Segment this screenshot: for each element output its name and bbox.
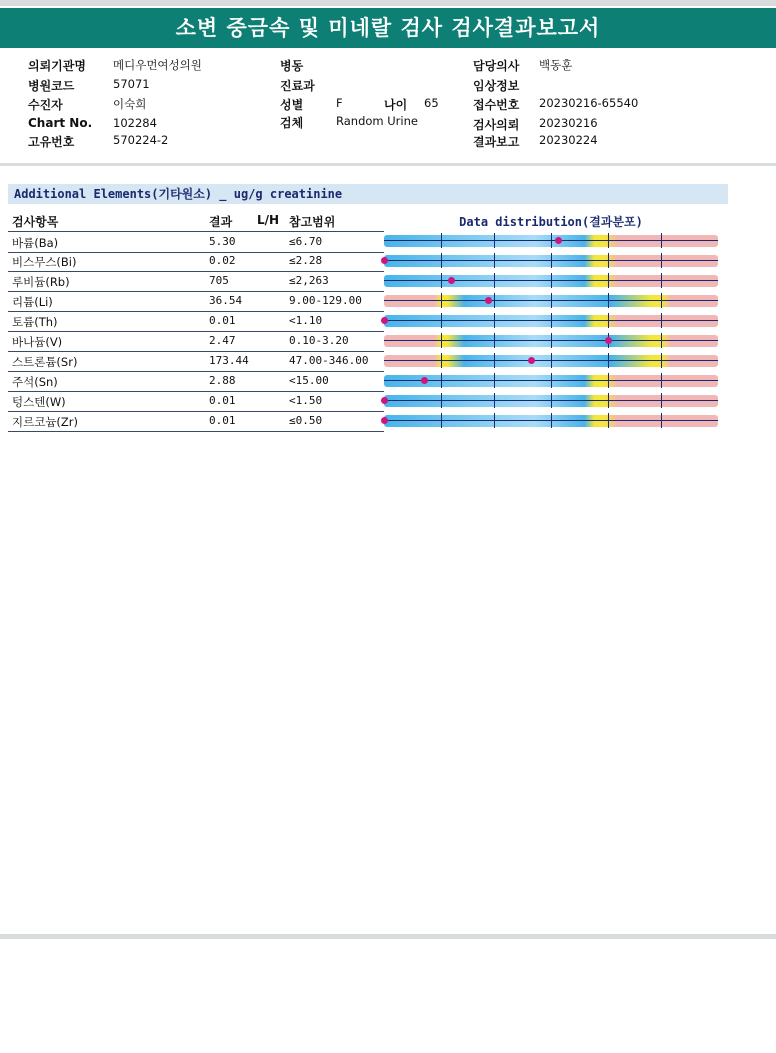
- distribution-tick: [551, 313, 552, 328]
- item-name: 토륨(Th): [12, 315, 58, 329]
- sex-label: 성별: [280, 98, 304, 112]
- result-value: 36.54: [209, 294, 243, 307]
- distribution-tick: [551, 233, 552, 248]
- result-marker: [381, 417, 388, 424]
- table-row: [8, 271, 384, 292]
- result-marker: [528, 357, 535, 364]
- item-name: 스트론튬(Sr): [12, 355, 78, 369]
- result-marker: [485, 297, 492, 304]
- table-row: [8, 351, 384, 372]
- doctor-label: 담당의사: [473, 59, 520, 73]
- col-header-item: 검사항목: [12, 215, 59, 229]
- report-title: 소변 중금속 및 미네랄 검사 검사결과보고서: [0, 8, 776, 48]
- col-header-lh: L/H: [257, 213, 280, 227]
- distribution-tick: [608, 373, 609, 388]
- doctor-value: 백동훈: [539, 58, 573, 72]
- age-value: 65: [424, 96, 439, 110]
- patient-name-label: 수진자: [28, 98, 63, 112]
- distribution-bar: [384, 391, 718, 411]
- distribution-tick: [661, 393, 662, 408]
- distribution-bar: [384, 291, 718, 311]
- table-row: [8, 251, 384, 272]
- result-marker: [381, 397, 388, 404]
- distribution-tick: [551, 413, 552, 428]
- distribution-bar: [384, 251, 718, 271]
- distribution-tick: [551, 393, 552, 408]
- distribution-tick: [441, 393, 442, 408]
- distribution-tick: [608, 253, 609, 268]
- distribution-tick: [608, 413, 609, 428]
- distribution-tick: [551, 273, 552, 288]
- reference-range: 9.00-129.00: [289, 294, 362, 307]
- distribution-tick: [608, 393, 609, 408]
- specimen-label: 검체: [280, 116, 304, 130]
- table-row: [8, 331, 384, 352]
- item-name: 리튬(Li): [12, 295, 53, 309]
- distribution-tick: [494, 393, 495, 408]
- age-label: 나이: [384, 98, 408, 112]
- distribution-tick: [551, 353, 552, 368]
- result-value: 2.47: [209, 334, 236, 347]
- distribution-tick: [441, 253, 442, 268]
- distribution-bar: [384, 311, 718, 331]
- distribution-bar: [384, 331, 718, 351]
- reference-range: 47.00-346.00: [289, 354, 369, 367]
- distribution-tick: [441, 373, 442, 388]
- distribution-tick: [551, 333, 552, 348]
- receipt-no-value: 20230216-65540: [539, 96, 639, 110]
- table-row: [8, 231, 384, 253]
- col-header-ref: 참고범위: [289, 215, 336, 229]
- distribution-tick: [441, 273, 442, 288]
- result-value: 0.01: [209, 414, 236, 427]
- request-date-value: 20230216: [539, 116, 598, 130]
- distribution-bar: [384, 351, 718, 371]
- reference-range: <1.50: [289, 394, 323, 407]
- chart-no-label: Chart No.: [28, 116, 93, 130]
- header-divider: [0, 163, 776, 166]
- unique-no-label: 고유번호: [28, 135, 75, 149]
- distribution-tick: [494, 233, 495, 248]
- distribution-tick: [661, 253, 662, 268]
- distribution-tick: [661, 273, 662, 288]
- item-name: 루비듐(Rb): [12, 275, 70, 289]
- distribution-tick: [494, 353, 495, 368]
- unique-no-value: 570224-2: [113, 133, 169, 147]
- distribution-tick: [608, 233, 609, 248]
- distribution-tick: [551, 373, 552, 388]
- result-value: 0.01: [209, 394, 236, 407]
- footer-divider: [0, 934, 776, 939]
- reference-range: ≤6.70: [289, 235, 323, 248]
- distribution-tick: [661, 373, 662, 388]
- distribution-tick: [608, 313, 609, 328]
- hospital-code-value: 57071: [113, 77, 150, 91]
- distribution-tick: [494, 333, 495, 348]
- table-row: [8, 291, 384, 312]
- distribution-tick: [661, 293, 662, 308]
- result-marker: [381, 317, 388, 324]
- distribution-tick: [441, 353, 442, 368]
- distribution-tick: [494, 313, 495, 328]
- distribution-tick: [494, 373, 495, 388]
- report-date-value: 20230224: [539, 133, 598, 147]
- distribution-tick: [441, 293, 442, 308]
- distribution-tick: [661, 413, 662, 428]
- top-border: [0, 0, 776, 6]
- item-name: 주석(Sn): [12, 375, 58, 389]
- distribution-tick: [441, 333, 442, 348]
- report-date-label: 결과보고: [473, 135, 520, 149]
- result-value: 5.30: [209, 235, 236, 248]
- distribution-tick: [661, 313, 662, 328]
- reference-range: ≤2.28: [289, 254, 323, 267]
- clinical-info-label: 임상정보: [473, 79, 520, 93]
- section-title: Additional Elements(기타원소) _ ug/g creatinine: [8, 184, 728, 204]
- distribution-tick: [661, 353, 662, 368]
- distribution-tick: [551, 253, 552, 268]
- reference-range: ≤0.50: [289, 414, 323, 427]
- distribution-tick: [608, 353, 609, 368]
- reference-range: ≤2,263: [289, 274, 329, 287]
- result-value: 0.01: [209, 314, 236, 327]
- result-value: 2.88: [209, 374, 236, 387]
- item-name: 바륨(Ba): [12, 236, 59, 250]
- hospital-name-value: 메디우먼여성의원: [113, 58, 202, 72]
- col-header-distribution: Data distribution(결과분포): [459, 215, 643, 229]
- item-name: 바나듐(V): [12, 335, 63, 349]
- distribution-tick: [441, 233, 442, 248]
- distribution-tick: [441, 313, 442, 328]
- result-marker: [448, 277, 455, 284]
- distribution-bar: [384, 371, 718, 391]
- ward-label: 병동: [280, 59, 304, 73]
- hospital-code-label: 병원코드: [28, 79, 75, 93]
- table-row: [8, 311, 384, 332]
- department-label: 진료과: [280, 79, 315, 93]
- distribution-tick: [551, 293, 552, 308]
- patient-name-value: 이숙희: [113, 97, 147, 111]
- result-value: 0.02: [209, 254, 236, 267]
- request-date-label: 검사의뢰: [473, 118, 520, 132]
- distribution-tick: [441, 413, 442, 428]
- hospital-name-label: 의뢰기관명: [28, 59, 86, 73]
- item-name: 텅스텐(W): [12, 395, 66, 409]
- receipt-no-label: 접수번호: [473, 98, 520, 112]
- item-name: 비스무스(Bi): [12, 255, 77, 269]
- distribution-tick: [494, 273, 495, 288]
- result-marker: [381, 257, 388, 264]
- distribution-tick: [608, 273, 609, 288]
- distribution-tick: [494, 253, 495, 268]
- specimen-value: Random Urine: [336, 114, 418, 128]
- distribution-bar: [384, 231, 718, 251]
- distribution-bar: [384, 271, 718, 291]
- result-value: 173.44: [209, 354, 249, 367]
- col-header-result: 결과: [209, 215, 233, 229]
- table-row: [8, 391, 384, 412]
- reference-range: 0.10-3.20: [289, 334, 349, 347]
- distribution-tick: [661, 333, 662, 348]
- reference-range: <1.10: [289, 314, 323, 327]
- item-name: 지르코늄(Zr): [12, 415, 79, 429]
- distribution-tick: [494, 413, 495, 428]
- distribution-tick: [661, 233, 662, 248]
- chart-no-value: 102284: [113, 116, 157, 130]
- sex-value: F: [336, 96, 343, 110]
- result-marker: [555, 237, 562, 244]
- table-row: [8, 371, 384, 392]
- result-marker: [605, 337, 612, 344]
- distribution-tick: [494, 293, 495, 308]
- distribution-tick: [608, 293, 609, 308]
- table-row: [8, 411, 384, 432]
- result-marker: [421, 377, 428, 384]
- result-value: 705: [209, 274, 229, 287]
- distribution-bar: [384, 411, 718, 431]
- reference-range: <15.00: [289, 374, 329, 387]
